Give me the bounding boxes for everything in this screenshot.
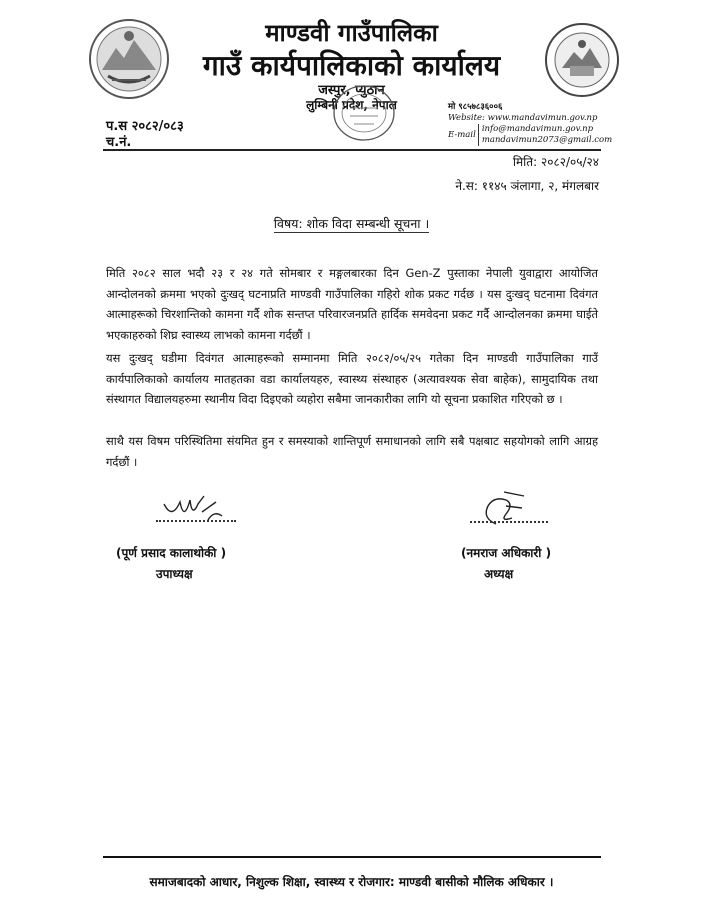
date-line: मिति: २०८२/०५/२४ xyxy=(512,155,599,169)
office-title: गाउँ कार्यपालिकाको कार्यालय xyxy=(202,49,501,82)
office-name: माण्डवी गाउँपालिका xyxy=(265,19,438,47)
signatory-left-name: (पूर्ण प्रसाद कालाथोकी ) xyxy=(116,546,227,560)
reference-number: प.स २०८२/०८३ xyxy=(106,119,184,134)
nepal-sambat-date: ने.स: ११४५ ञंलागा, २, मंगलबार xyxy=(455,179,599,193)
body-paragraph-3: साथै यस विषम परिस्थितिमा संयमित हुन र समस्याको शान्तिपूर्ण समाधानको लागि सबै पक्षबाट सहयोगको लागि आग्रह गर्दछौं । xyxy=(106,434,598,469)
signatory-left-title: उपाध्यक्ष xyxy=(156,567,193,581)
signature-line-right xyxy=(470,521,548,523)
signature-line-left xyxy=(156,520,236,522)
email-info[interactable]: info@mandavimun.gov.np xyxy=(481,124,594,134)
website-link[interactable]: Website: www.mandavimun.gov.np xyxy=(448,113,598,123)
subject-line xyxy=(0,215,703,232)
body-paragraph-1: मिति २०८२ साल भदौ २३ र २४ गते सोमबार र मङ्गलबारका दिन Gen-Z पुस्ताका नेपाली युवाद्वारा आयोजित आन्दोलनको क्रममा भएको दुःखद् घटनाप्रति माण्डवी गाउँपालिका गहिरो शोक प्रकट गर्दछ । यस दुःखद् घटनामा दिवंगत आत्माहरूको चिरशान्तिको कामना गर्दै शोक सन्तप्त परिवारजनप्रति हार्दिक समवेदना प्रकट गर्दै आन्दोलनका क्रममा घाईते भएकाहरुको शिघ्र स्वास्थ्य लाभको कामना गर्दछौं । xyxy=(106,266,598,342)
contact-block xyxy=(448,102,612,146)
footer-slogan: समाजबादको आधार, निशुल्क शिक्षा, स्वास्थ्य र रोजगार: माण्डवी बासीको मौलिक अधिकार । xyxy=(149,875,554,889)
office-seal-stamp-icon xyxy=(330,82,398,144)
phone-number: मो ९८५७८३६००६ xyxy=(448,102,503,112)
header-divider xyxy=(103,149,601,151)
dispatch-number: च.नं. xyxy=(106,135,132,150)
email-label: E-mail xyxy=(448,129,476,140)
footer-divider xyxy=(103,856,601,858)
signatory-right-name: (नमराज अधिकारी ) xyxy=(461,546,552,560)
office-province: लुम्बिनी प्रदेश, नेपाल xyxy=(306,98,397,112)
email-list xyxy=(478,124,612,146)
signature-left-image xyxy=(158,490,230,530)
signatory-right-title: अध्यक्ष xyxy=(484,567,514,581)
subject-text: विषय: शोक विदा सम्बन्धी सूचना । xyxy=(273,216,430,231)
office-address: जस्पुर, प्युठान xyxy=(318,83,385,98)
email-gmail[interactable]: mandavimun2073@gmail.com xyxy=(481,135,613,145)
signature-right-image xyxy=(476,488,532,532)
email-group xyxy=(448,124,612,146)
body-paragraph-2: यस दुःखद् घडीमा दिवंगत आत्माहरूको सम्मानमा मिति २०८२/०५/२५ गतेका दिन माण्डवी गाउँपालिका गाउँ कार्यपालिकाको कार्यालय मातहतका वडा कार्यालयहरु, स्वास्थ्य संस्थाहरु (अत्यावश्यक सेवा बाहेक), सामुदायिक तथा संस्थागत विद्यालयहरुमा स्थानीय विदा दिइएको व्यहोरा सबैमा जानकारीका लागि यो सूचना प्रकाशित गरिएको छ । xyxy=(106,351,598,406)
